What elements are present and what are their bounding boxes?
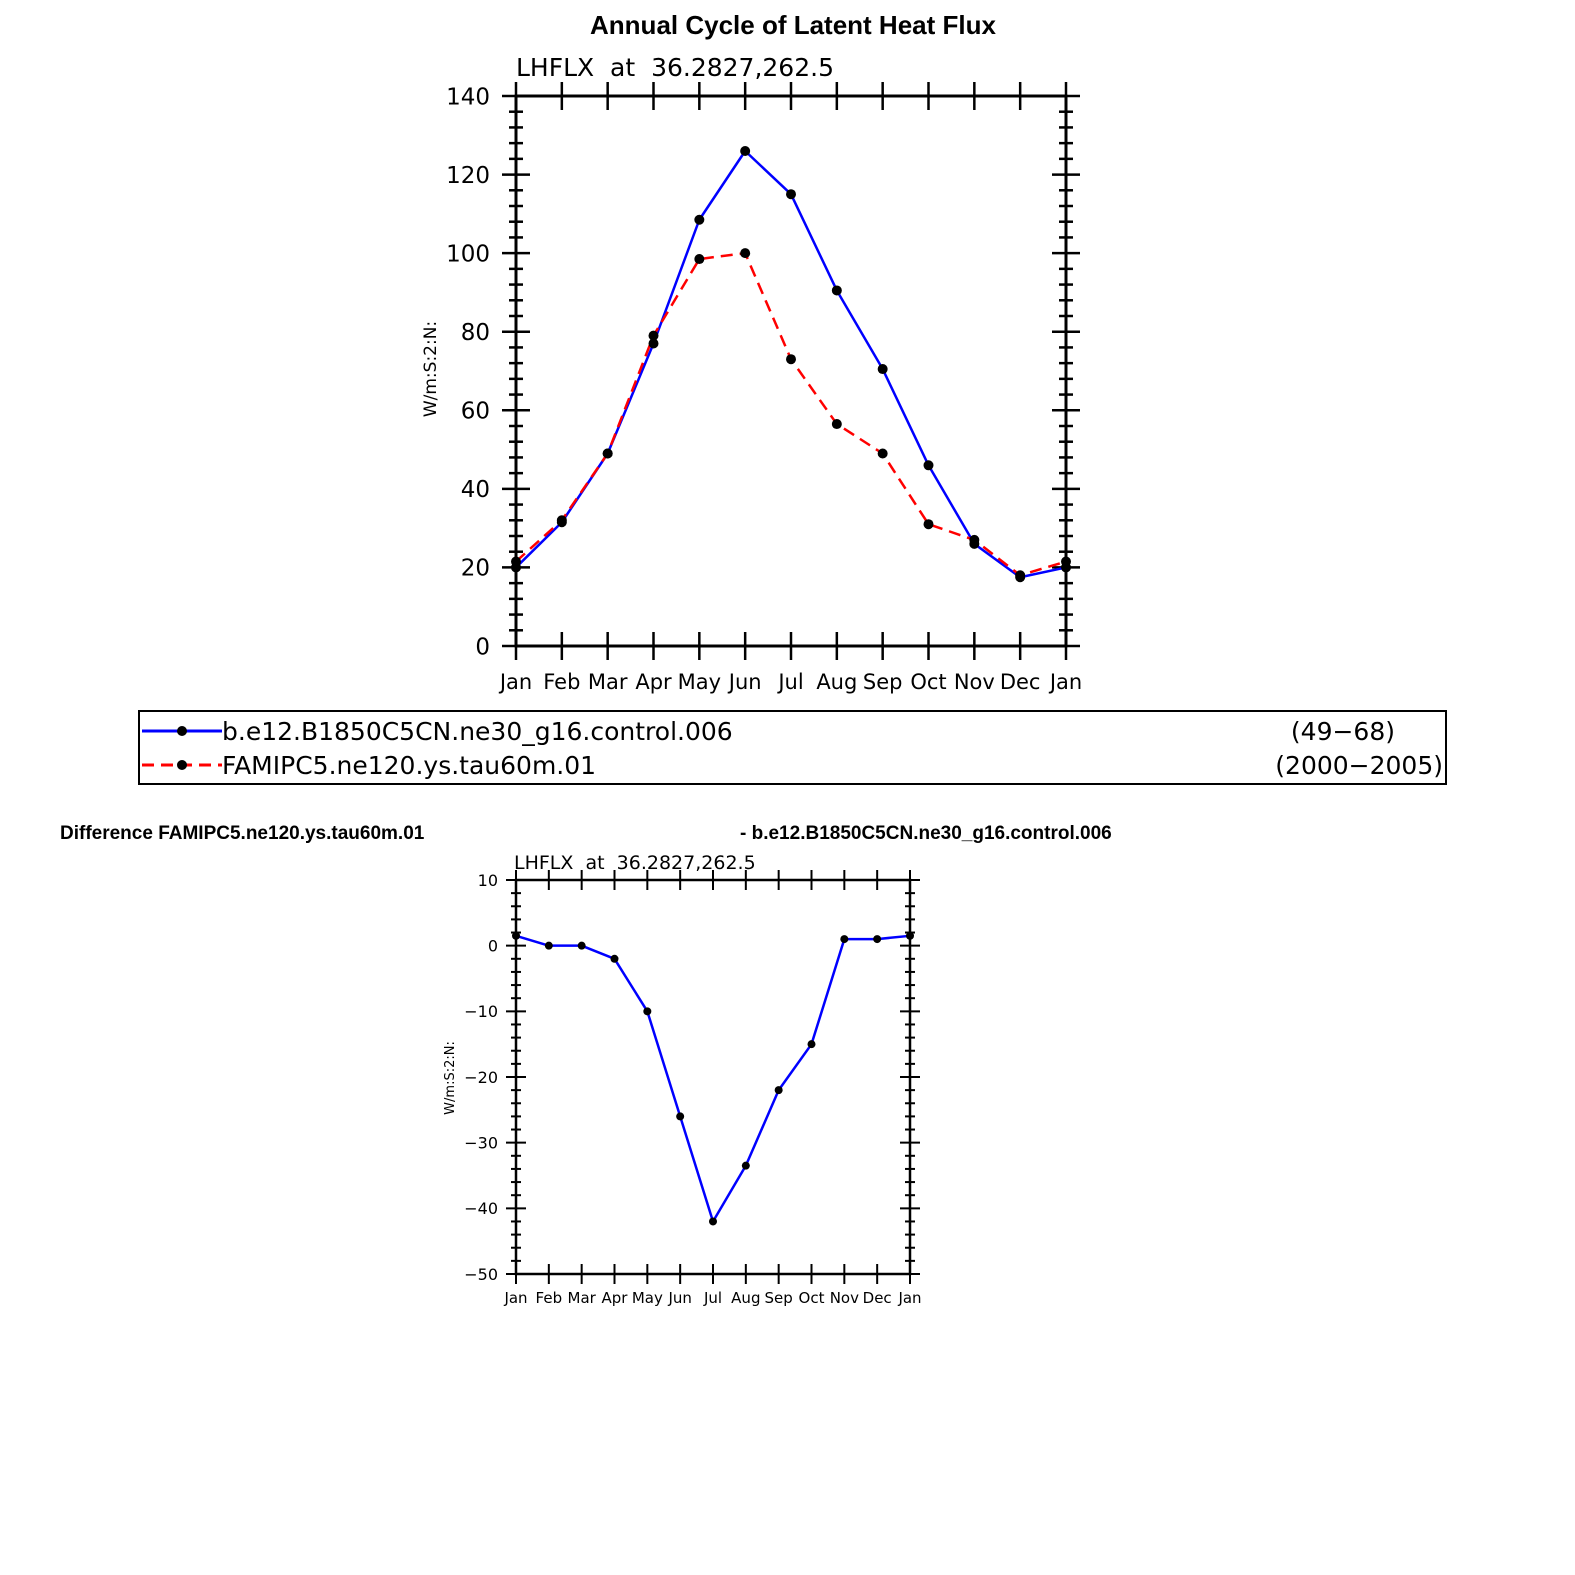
legend-entry-1 — [142, 717, 1395, 746]
top-xtick-label: Sep — [862, 670, 903, 694]
top-ytick-label: 40 — [460, 477, 490, 504]
bottom-xtick-label: Feb — [535, 1289, 563, 1307]
top-ytick-label: 20 — [460, 555, 490, 582]
bottom-series-1-point — [676, 1112, 684, 1120]
bottom-xtick-label: Jan — [898, 1289, 922, 1307]
bottom-series-1-point — [709, 1217, 717, 1225]
top-series-2-point — [557, 515, 567, 525]
top-series-line-2 — [516, 253, 1066, 575]
bottom-series-1-point — [611, 955, 619, 963]
bottom-series-1-point — [873, 935, 881, 943]
bottom-series-1-point — [906, 932, 914, 940]
top-series-2-point — [1015, 570, 1025, 580]
top-ytick-label: 120 — [446, 162, 490, 189]
bottom-chart-axes — [464, 870, 921, 1307]
bottom-chart-series — [512, 932, 914, 1226]
bottom-xtick-label: Mar — [567, 1289, 596, 1307]
top-series-2-point — [1061, 557, 1071, 567]
top-xtick-label: Nov — [953, 670, 995, 694]
top-xtick-label: Jul — [778, 670, 804, 694]
top-series-1-point — [878, 364, 888, 374]
bottom-series-1-point — [840, 935, 848, 943]
legend-marker-2 — [177, 760, 187, 770]
top-series-2-point — [878, 449, 888, 459]
top-series-1-point — [924, 460, 934, 470]
top-series-1-point — [740, 146, 750, 156]
bottom-series-1-point — [775, 1086, 783, 1094]
top-xtick-label: Aug — [816, 670, 858, 694]
legend-label-1: b.e12.B1850C5CN.ne30_g16.control.006 — [222, 717, 733, 746]
bottom-series-1-point — [808, 1040, 816, 1048]
top-chart-subtitle: LHFLX at 36.2827,262.5 — [516, 53, 834, 82]
top-series-2-point — [694, 254, 704, 264]
diff-title-left: Difference FAMIPC5.ne120.ys.tau60m.01 — [60, 823, 425, 844]
top-xtick-label: Jun — [728, 670, 762, 694]
legend-entry-2 — [142, 751, 1443, 780]
top-plot-frame — [516, 96, 1066, 646]
bottom-ytick-label: 0 — [487, 936, 498, 956]
bottom-xtick-label: Aug — [731, 1289, 761, 1307]
bottom-series-1-point — [512, 932, 520, 940]
top-chart — [421, 53, 1082, 694]
top-ytick-label: 0 — [475, 634, 490, 661]
bottom-chart — [443, 852, 922, 1307]
top-series-2-point — [924, 519, 934, 529]
bottom-xtick-label: Jul — [703, 1289, 723, 1307]
diff-title-right: - b.e12.B1850C5CN.ne30_g16.control.006 — [740, 823, 1112, 844]
top-series-1-point — [832, 285, 842, 295]
bottom-ytick-label: −20 — [464, 1067, 498, 1087]
legend-years-1: (49−68) — [1290, 717, 1395, 746]
top-series-2-point — [832, 419, 842, 429]
bottom-chart-subtitle: LHFLX at 36.2827,262.5 — [514, 852, 756, 874]
top-ytick-label: 140 — [446, 84, 490, 111]
top-xtick-label: Jan — [1049, 670, 1083, 694]
top-series-2-point — [603, 449, 613, 459]
top-series-2-point — [969, 535, 979, 545]
top-series-2-point — [511, 557, 521, 567]
bottom-ytick-label: −40 — [464, 1199, 498, 1219]
bottom-ytick-label: −30 — [464, 1133, 498, 1153]
top-ytick-label: 100 — [446, 241, 490, 268]
top-xtick-label: Feb — [543, 670, 581, 694]
bottom-ytick-label: −50 — [464, 1264, 498, 1284]
legend-marker-1 — [177, 726, 187, 736]
main-title: Annual Cycle of Latent Heat Flux — [590, 10, 996, 40]
top-series-1-point — [694, 215, 704, 225]
top-chart-ylabel: W/m:S:2:N: — [421, 320, 441, 418]
bottom-series-1-point — [742, 1162, 750, 1170]
bottom-series-1-point — [578, 942, 586, 950]
bottom-xtick-label: Dec — [862, 1289, 892, 1307]
legend-label-2: FAMIPC5.ne120.ys.tau60m.01 — [222, 751, 597, 780]
bottom-series-line-1 — [516, 936, 910, 1222]
bottom-xtick-label: Oct — [798, 1289, 825, 1307]
top-series-2-point — [740, 248, 750, 258]
bottom-xtick-label: Sep — [764, 1289, 793, 1307]
bottom-xtick-label: Jan — [504, 1289, 528, 1307]
bottom-xtick-label: Nov — [829, 1289, 859, 1307]
top-xtick-label: Mar — [587, 670, 628, 694]
top-chart-axes — [446, 82, 1082, 694]
legend-years-2: (2000−2005) — [1275, 751, 1443, 780]
top-xtick-label: Oct — [910, 670, 947, 694]
top-series-1-point — [786, 189, 796, 199]
bottom-xtick-label: Jun — [668, 1289, 692, 1307]
top-xtick-label: May — [677, 670, 722, 694]
top-xtick-label: Jan — [499, 670, 533, 694]
legend — [139, 711, 1446, 784]
bottom-chart-ylabel: W/m:S:2:N: — [443, 1041, 458, 1115]
bottom-series-1-point — [545, 942, 553, 950]
bottom-series-1-point — [643, 1007, 651, 1015]
bottom-ytick-label: 10 — [477, 870, 498, 890]
top-chart-series — [511, 146, 1071, 582]
top-xtick-label: Dec — [999, 670, 1041, 694]
bottom-xtick-label: May — [631, 1289, 663, 1307]
top-series-2-point — [649, 331, 659, 341]
bottom-ytick-label: −10 — [464, 1002, 498, 1022]
top-xtick-label: Apr — [635, 670, 672, 694]
top-ytick-label: 60 — [460, 398, 490, 425]
bottom-xtick-label: Apr — [601, 1289, 628, 1307]
top-ytick-label: 80 — [460, 319, 490, 346]
top-series-2-point — [786, 354, 796, 364]
